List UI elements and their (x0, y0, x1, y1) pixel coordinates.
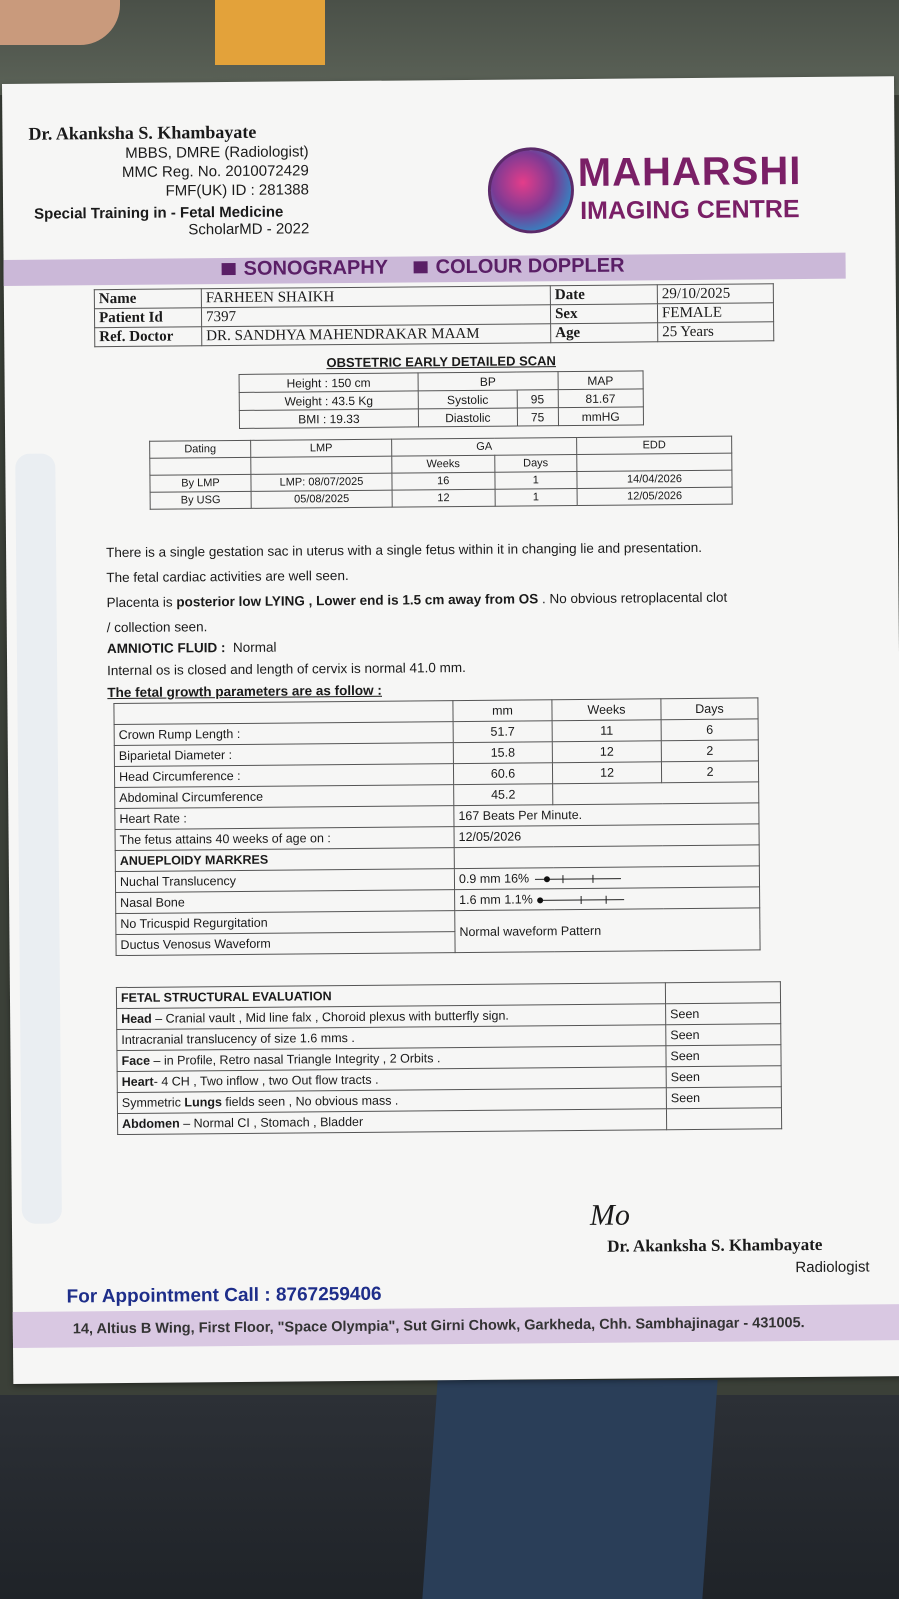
orange-object (215, 0, 325, 65)
nt-value: 0.9 mm 16% (458, 871, 530, 887)
doctor-training: Special Training in - Fetal Medicine (34, 203, 284, 223)
bp-label: BP (418, 372, 558, 391)
ref-doctor: DR. SANDHYA MAHENDRAKAR MAAM (202, 324, 551, 346)
ac-mm: 45.2 (454, 784, 553, 806)
finding-collection: / collection seen. (106, 619, 208, 636)
systolic-label: Systolic (418, 390, 517, 409)
diastolic-label: Diastolic (418, 408, 517, 427)
bpd-mm: 15.8 (453, 742, 552, 764)
file-clip (15, 454, 62, 1224)
service-sonography-label: SONOGRAPHY (243, 256, 389, 280)
days-header: Days (494, 454, 577, 472)
nb-cell (455, 887, 760, 911)
nt-percentile-plot (533, 872, 623, 885)
report-date: 29/10/2025 (657, 284, 773, 304)
date-label: Date (550, 285, 657, 305)
patient-name: FARHEEN SHAIKH (201, 286, 550, 308)
scan-title: OBSTETRIC EARLY DETAILED SCAN (326, 353, 556, 371)
finding-gestation: There is a single gestation sac in uterus with a single fetus within it in changing lie and presentation. (106, 539, 702, 561)
handwritten-signature: Mo (589, 1198, 631, 1232)
mm-header: mm (453, 700, 552, 722)
ga-header: GA (392, 437, 577, 456)
growth-table (113, 697, 760, 956)
edd-blank (577, 453, 732, 471)
finding-cardiac: The fetal cardiac activities are well seen. (106, 567, 349, 586)
doctor-fmf-id: FMF(UK) ID : 281388 (165, 181, 310, 200)
finding-amniotic (107, 640, 277, 656)
head-detail: – Cranial vault , Mid line falx , Choroid plexus with butterfly sign. (151, 1008, 509, 1026)
head-label: Head (121, 1011, 152, 1026)
by-usg-days: 1 (495, 488, 578, 506)
by-usg-weeks: 12 (392, 489, 495, 507)
crl-label: Crown Rump Length : (114, 722, 453, 746)
face-label: Face (121, 1053, 151, 1068)
by-lmp-days: 1 (495, 471, 578, 489)
lmp-blank (251, 456, 392, 474)
diastolic-value: 75 (517, 408, 558, 426)
patient-id-label: Patient Id (94, 308, 201, 328)
hc-days: 2 (661, 761, 758, 783)
systolic-value: 95 (517, 390, 558, 408)
structural-blank (665, 982, 780, 1004)
folder-strip (422, 1380, 717, 1599)
dating-blank (150, 457, 251, 475)
growth-blank (114, 701, 453, 725)
doctor-header (28, 121, 329, 240)
service-doppler-label: COLOUR DOPPLER (435, 254, 625, 279)
head-seen: Seen (666, 1003, 781, 1025)
patient-id: 7397 (201, 305, 550, 327)
doctor-qualification: MBBS, DMRE (Radiologist) (125, 143, 309, 162)
edd-header: EDD (577, 436, 732, 454)
bpd-days: 2 (661, 740, 758, 762)
nb-percentile-plot (536, 893, 626, 906)
heart-seen: Seen (666, 1066, 781, 1088)
weight: Weight : 43.5 Kg (239, 391, 418, 411)
centre-name: MAHARSHI (577, 149, 802, 195)
patient-age: 25 Years (658, 322, 774, 342)
name-label: Name (94, 289, 201, 309)
placenta-lead: Placenta is (106, 594, 177, 611)
lungs-seen: Seen (666, 1087, 781, 1109)
nb-label: Nasal Bone (116, 890, 455, 914)
heart-detail: - 4 CH , Two inflow , two Out flow tracts . (153, 1072, 379, 1089)
tr-label: No Tricuspid Regurgitation (116, 911, 455, 935)
hc-mm: 60.6 (453, 763, 552, 785)
ref-doctor-label: Ref. Doctor (95, 327, 202, 347)
weeks-col-header: Weeks (552, 699, 661, 721)
age-label: Age (551, 323, 658, 343)
by-usg-edd: 12/05/2026 (577, 487, 732, 505)
hc-label: Head Circumference : (114, 764, 453, 788)
dv-label: Ductus Venosus Waveform (116, 932, 455, 956)
face-seen: Seen (666, 1045, 781, 1067)
doctor-name: Dr. Akanksha S. Khambayate (28, 121, 257, 144)
appointment-line: For Appointment Call : 8767259406 (66, 1283, 382, 1308)
by-lmp-weeks: 16 (392, 472, 495, 490)
by-usg-date: 05/08/2025 (251, 490, 392, 508)
map-value: 81.67 (558, 389, 644, 408)
dv-value: Normal waveform Pattern (455, 908, 760, 953)
maharshi-logo-icon (488, 147, 575, 234)
intracranial-seen: Seen (666, 1024, 781, 1046)
abdomen-detail: – Normal CI , Stomach , Bladder (179, 1114, 364, 1131)
signature-role: Radiologist (795, 1258, 870, 1277)
days-col-header: Days (661, 698, 758, 720)
map-label: MAP (558, 371, 644, 390)
sex-label: Sex (550, 304, 657, 324)
nt-label: Nuchal Translucency (115, 869, 454, 893)
structural-title: FETAL STRUCTURAL EVALUATION (116, 983, 665, 1009)
structural-intracranial: Intracranial translucency of size 1.6 mms . (117, 1025, 666, 1051)
doctor-registration: MMC Reg. No. 2010072429 (121, 162, 309, 181)
growth-title: The fetal growth parameters are as follow : (107, 682, 382, 701)
w40-label: The fetus attains 40 weeks of age on : (115, 827, 454, 851)
aneuploidy-blank (454, 845, 759, 869)
hr-label: Heart Rate : (115, 806, 454, 830)
lungs-label: Lungs (184, 1095, 222, 1110)
crl-weeks: 11 (552, 720, 661, 742)
dating-table (149, 436, 733, 510)
service-sonography (222, 257, 389, 281)
lungs-detail: fields seen , No obvious mass . (221, 1093, 399, 1110)
report-sheet (2, 76, 899, 1384)
amniotic-value: Normal (232, 639, 277, 656)
by-lmp-date: LMP: 08/07/2025 (251, 473, 392, 491)
lungs-lead: Symmetric (121, 1095, 185, 1110)
bpd-weeks: 12 (552, 741, 661, 763)
by-lmp-label: By LMP (150, 474, 251, 492)
service-doppler (414, 255, 625, 280)
aneuploidy-label: ANUEPLOIDY MARKRES (115, 848, 454, 872)
finding-placenta (106, 590, 727, 610)
heart-label: Heart (121, 1074, 154, 1089)
structural-table (116, 981, 782, 1135)
crl-days: 6 (661, 719, 758, 741)
patient-sex: FEMALE (657, 303, 773, 323)
by-usg-label: By USG (150, 491, 251, 509)
weeks-header: Weeks (392, 455, 495, 473)
by-lmp-edd: 14/04/2026 (577, 470, 732, 488)
doctor-scholar: ScholarMD - 2022 (188, 220, 310, 239)
w40-value: 12/05/2026 (454, 824, 759, 848)
amniotic-label: AMNIOTIC FLUID : (106, 640, 226, 657)
finding-cervix: Internal os is closed and length of cervix is normal 41.0 mm. (107, 659, 466, 679)
bmi: BMI : 19.33 (239, 409, 418, 429)
ac-blank (553, 782, 759, 805)
hc-weeks: 12 (552, 762, 661, 784)
placenta-position: posterior low LYING , Lower end is 1.5 cm away from OS (176, 591, 539, 610)
dating-header: Dating (150, 440, 251, 458)
vitals-table (239, 370, 644, 429)
crl-mm: 51.7 (453, 721, 552, 743)
hr-value: 167 Beats Per Minute. (454, 803, 759, 827)
bpd-label: Biparietal Diameter : (114, 743, 453, 767)
placenta-tail: . No obvious retroplacental clot (538, 589, 728, 607)
hand (0, 0, 120, 45)
structural-abdomen (117, 1109, 666, 1135)
centre-subtitle: IMAGING CENTRE (580, 195, 800, 225)
square-bullet-icon (414, 261, 428, 273)
abdomen-label: Abdomen (122, 1116, 180, 1131)
height: Height : 150 cm (239, 373, 418, 393)
face-detail: – in Profile, Retro nasal Triangle Integrity , 2 Orbits . (149, 1051, 441, 1068)
nb-value: 1.6 mm 1.1% (459, 892, 533, 908)
ac-label: Abdominal Circumference (115, 785, 454, 809)
lmp-header: LMP (251, 439, 392, 457)
abdomen-blank (666, 1108, 781, 1130)
address: 14, Altius B Wing, First Floor, "Space Olympia", Sut Girni Chowk, Garkheda, Chh. Sambhajinagar - 431005. (72, 1315, 805, 1338)
square-bullet-icon (222, 263, 236, 275)
patient-table (94, 283, 774, 347)
signature-name: Dr. Akanksha S. Khambayate (607, 1234, 823, 1256)
nt-cell (454, 866, 759, 890)
map-unit: mmHG (558, 407, 644, 426)
